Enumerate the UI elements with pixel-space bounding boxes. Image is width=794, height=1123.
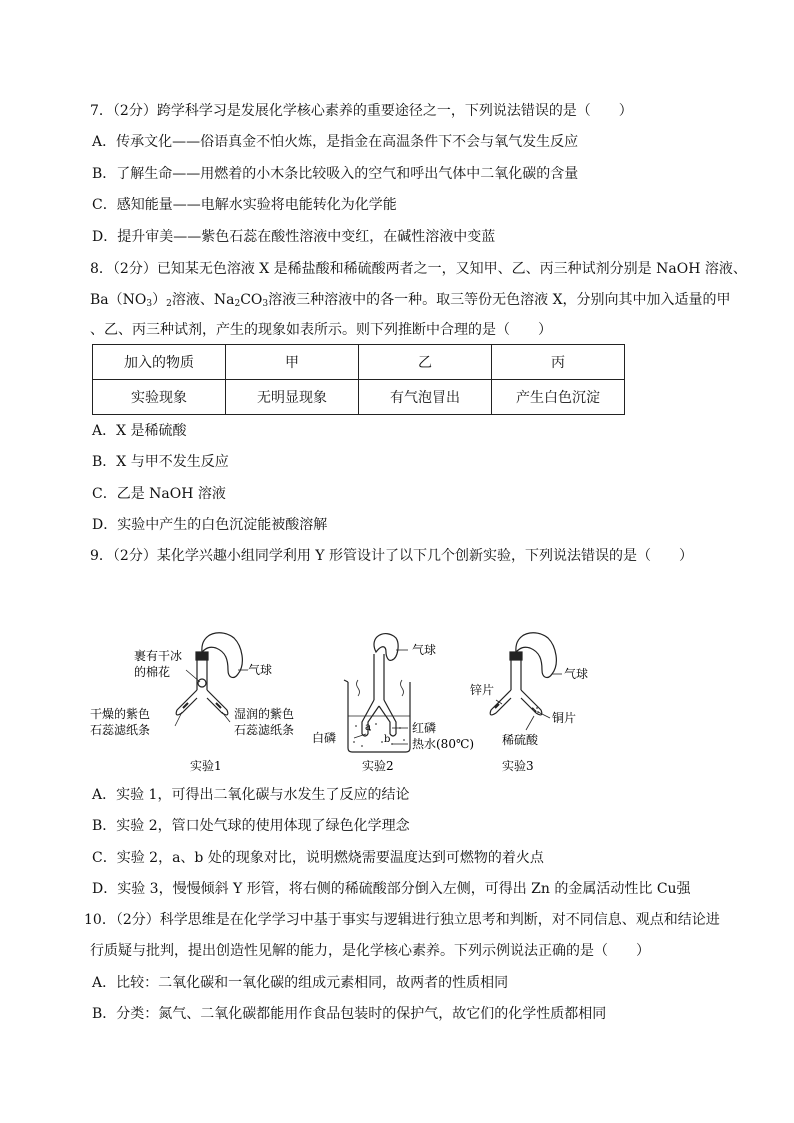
q9-option-d: D．实验 3，慢慢倾斜 Y 形管，将右侧的稀硫酸部分倒入左侧，可得出 Zn 的金属活动性比 Cu强 [92, 881, 691, 897]
q7-option-b: B．了解生命——用燃着的小木条比较吸入的空气和呼出气体中二氧化碳的含量 [92, 166, 579, 182]
q8-stem-line1: 8．（2分）已知某无色溶液 X 是稀盐酸和稀硫酸两者之一，又知甲、乙、丙三种试剂分别是 NaOH 溶液、 [90, 261, 747, 277]
exp2-water-label: 热水(80℃) [412, 737, 475, 751]
q7-option-a: A．传承文化——俗语真金不怕火炼，是指金在高温条件下不会与氧气发生反应 [92, 134, 579, 150]
stopper-icon [510, 652, 522, 660]
q9-stem: 9．（2分）某化学兴趣小组同学利用 Y 形管设计了以下几个创新实验，下列说法错误的是（ ） [90, 548, 693, 564]
q8-stem-line3: 、乙、丙三种试剂，产生的现象如表所示。则下列推断中合理的是（ ） [90, 322, 552, 338]
exp1-balloon-label: 气球 [248, 663, 273, 677]
exp3-zinc-label: 锌片 [470, 683, 495, 697]
table-row [93, 345, 625, 380]
table-cell: 丙 [492, 345, 625, 380]
q8-table [92, 344, 625, 415]
q10-option-b: B．分类：氮气、二氧化碳都能用作食品包装时的保护气，故它们的化学性质都相同 [92, 1006, 607, 1022]
balloon-icon [374, 634, 398, 661]
q9-option-b: B．实验 2，管口处气球的使用体现了绿色化学理念 [92, 818, 410, 834]
q10-stem-line1: 10．（2分）科学思维是在化学学习中基于事实与逻辑进行独立思考和判断，对不同信息、观点和结论进 [84, 912, 720, 928]
exp3-copper-label: 铜片 [552, 711, 577, 725]
q7-option-c: C．感知能量——电解水实验将电能转化为化学能 [92, 197, 397, 213]
exp1-cotton-label-2: 的棉花 [134, 665, 171, 679]
exp2-white-phosphorus-label: 白磷 [312, 731, 337, 745]
exp1-dry-label-1: 干燥的紫色 [90, 707, 151, 721]
exp3-balloon-label: 气球 [564, 667, 589, 681]
stopper-icon [196, 652, 208, 660]
beaker-icon [348, 682, 410, 752]
exp2-balloon-label: 气球 [412, 643, 437, 657]
table-row [93, 380, 625, 415]
experiment-2-water-dots [353, 723, 405, 747]
table-cell: 甲 [226, 345, 359, 380]
table-cell: 无明显现象 [226, 380, 359, 415]
exp1-wet-label-1: 湿润的紫色 [234, 707, 295, 721]
table-cell: 乙 [359, 345, 492, 380]
q9-option-a: A．实验 1，可得出二氧化碳与水发生了反应的结论 [92, 787, 410, 803]
exp2-point-b: b [384, 734, 391, 745]
exp1-cotton-label-1: 裹有干冰 [134, 649, 183, 663]
exp1-dry-label-2: 石蕊滤纸条 [90, 723, 151, 737]
table-cell: 加入的物质 [93, 345, 226, 380]
q7-stem: 7．（2分）跨学科学习是发展化学核心素养的重要途径之一，下列说法错误的是（ ） [90, 103, 633, 119]
q8-option-b: B．X 与甲不发生反应 [92, 454, 229, 470]
q9-option-c: C．实验 2，a、b 处的现象对比，说明燃烧需要温度达到可燃物的着火点 [92, 850, 544, 866]
exp2-point-a: a [365, 722, 371, 733]
q8-stem-line2: $Ba(NO_3)_2$溶液、$Na_2CO_3$溶液三种溶液中的各一种。取三等份无色溶液 X，分别向其中加入适量的甲 [90, 292, 731, 309]
q8-option-c: C．乙是 NaOH 溶液 [92, 486, 226, 502]
q8-option-a: A．X 是稀硫酸 [92, 423, 187, 439]
exp3-caption: 实验3 [502, 759, 534, 773]
experiment-1-apparatus [176, 633, 242, 715]
q9-experiment-figure [90, 630, 630, 780]
exp2-red-phosphorus-label: 红磷 [412, 721, 437, 735]
q10-option-a: A．比较：二氧化碳和一氧化碳的组成元素相同，故两者的性质相同 [92, 975, 509, 991]
table-cell: 有气泡冒出 [359, 380, 492, 415]
table-cell: 实验现象 [93, 380, 226, 415]
exp3-acid-label: 稀硫酸 [502, 733, 539, 747]
exp1-caption: 实验1 [190, 759, 222, 773]
q10-stem-line2: 行质疑与批判，提出创造性见解的能力，是化学核心素养。下列示例说法正确的是（ ） [90, 943, 650, 959]
table-cell: 产生白色沉淀 [492, 380, 625, 415]
exp2-caption: 实验2 [362, 759, 394, 773]
exp1-wet-label-2: 石蕊滤纸条 [234, 723, 295, 737]
experiment-2-apparatus [344, 634, 410, 752]
q8-option-d: D．实验中产生的白色沉淀能被酸溶解 [92, 517, 328, 533]
q7-option-d: D．提升审美——紫色石蕊在酸性溶液中变红，在碱性溶液中变蓝 [92, 229, 496, 245]
cotton-icon [198, 679, 206, 687]
